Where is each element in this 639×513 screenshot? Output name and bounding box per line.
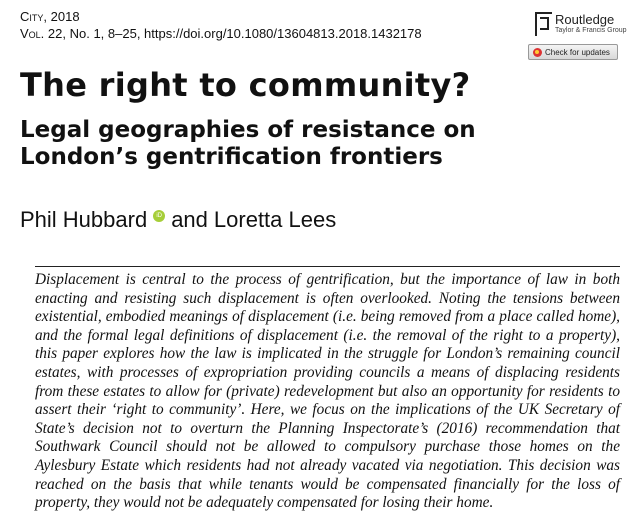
- journal-name: City: [20, 9, 44, 24]
- publisher-sub: Taylor & Francis Group: [555, 27, 627, 34]
- abstract-divider: [35, 266, 620, 267]
- check-updates-label: Check for updates: [545, 47, 610, 57]
- journal-line: City, 2018: [20, 9, 80, 24]
- citation-block: [20, 8, 422, 42]
- crossmark-icon: [533, 48, 542, 57]
- check-for-updates-button[interactable]: [528, 44, 618, 60]
- article-subtitle: Legal geographies of resistance on London’s gentrification frontiers: [20, 117, 476, 170]
- volume-label: Vol.: [20, 26, 45, 41]
- author-line: [20, 207, 336, 233]
- abstract-text: Displacement is central to the process of gentrification, but the importance of law in both enacting and resisting such displacement is often overlooked. Noting the tensions between existential, embodied meanings of displacement (i.e. being removed from a place called home), and the formal legal definitions of displacement (i.e. the removal of the right to a property), this paper explores how the law is implicated in the struggle for London’s remaining council estates, with processes of expropriation providing councils a means of displacing residents from these estates to allow for (private) redevelopment but also an opportunity for residents to assert their ‘right to community’. Here, we focus on the implications of the UK Secretary of State’s decision not to overturn the Planning Inspectorate’s (2016) recommendation that Southwark Council should not be allowed to compulsory purchase those homes on the Aylesbury Estate which residents had not already vacated via negotiation. This decision was reached on the basis that while tenants would be compensated financially for the loss of property, they would not be adequately compensated for losing their home.: [35, 271, 620, 512]
- journal-year: 2018: [50, 9, 80, 24]
- orcid-icon[interactable]: iD: [153, 210, 165, 222]
- publisher-name: Routledge: [555, 12, 615, 27]
- routledge-logo-icon: [535, 12, 552, 36]
- volume-doi-line: [20, 25, 422, 42]
- author-conjunction: and: [171, 207, 208, 232]
- citation-text[interactable]: 22, No. 1, 8–25, https://doi.org/10.1080/13604813.2018.1432178: [47, 26, 422, 41]
- article-title: The right to community?: [20, 66, 471, 104]
- author-lees[interactable]: Loretta Lees: [213, 207, 337, 232]
- author-hubbard[interactable]: Phil Hubbard: [20, 207, 148, 232]
